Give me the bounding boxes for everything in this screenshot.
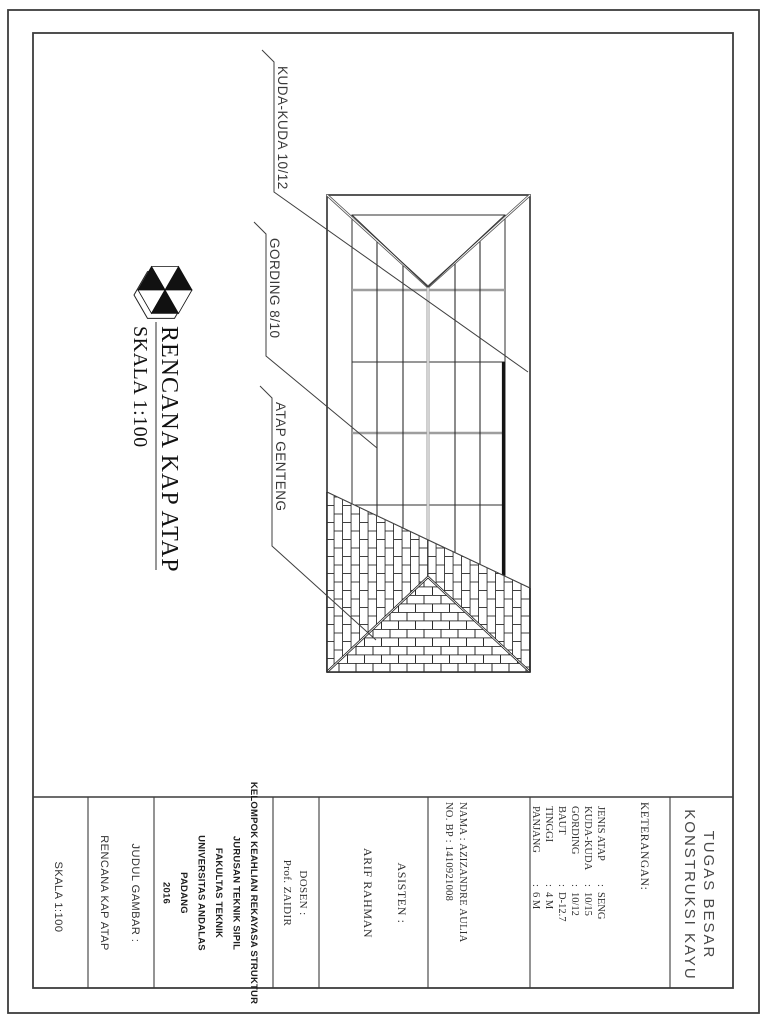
keterangan-table <box>530 806 606 921</box>
keterangan-row-sep: : <box>530 884 541 887</box>
asisten-name: ARIF RAHMAN <box>361 847 375 939</box>
asisten-label: ASISTEN : <box>395 862 409 924</box>
dosen-name: Prof. ZAIDIR <box>281 859 293 927</box>
keterangan-row-value: 4 M <box>543 892 554 910</box>
atap-genteng-label: ATAP GENTENG <box>273 402 288 512</box>
institution-block <box>161 782 260 1004</box>
view-scale: SKALA 1:100 <box>129 326 151 448</box>
keterangan-row-sep: : <box>595 884 606 887</box>
keterangan-row-label: KUDA-KUDA <box>582 806 593 871</box>
keterangan-row-label: PANJANG <box>530 806 541 853</box>
keterangan-row-sep: : <box>582 884 593 887</box>
student-id-line: NO. BP : 1410921008 <box>443 802 454 902</box>
judul-gambar-value: RENCANA KAP ATAP <box>98 835 110 951</box>
keterangan-row-label: GORDING <box>569 806 580 855</box>
keterangan-row-label: TINGGI <box>543 806 554 843</box>
keterangan-row-sep: : <box>543 884 554 887</box>
kuda-kuda-label: KUDA-KUDA 10/12 <box>275 66 290 190</box>
keterangan-header: KETERANGAN: <box>638 802 650 891</box>
gording-label: GORDING 8/10 <box>267 238 282 339</box>
keterangan-row-label: JENIS ATAP <box>595 806 606 861</box>
keterangan-row-label: BAUT <box>556 806 567 835</box>
keterangan-row-sep: : <box>556 884 567 887</box>
judul-gambar-label: JUDUL GAMBAR : <box>129 843 141 943</box>
kuda-kuda-leader <box>262 50 528 372</box>
student-name-line: NAMA : AZIZANDRE AULIA <box>457 802 468 943</box>
institution-line: KELOMPOK KEAHLIAN REKAYASA STRUKTUR <box>248 781 259 1005</box>
keterangan-row-value: 6 M <box>530 892 541 910</box>
keterangan-row-sep: : <box>569 884 580 887</box>
project-title-line2: KONSTRUKSI KAYU <box>681 809 698 981</box>
institution-line: JURUSAN TEKNIK SIPIL <box>230 835 242 951</box>
institution-line: UNIVERSITAS ANDALAS <box>195 835 207 951</box>
drawing-title-group <box>129 267 192 573</box>
view-title: RENCANA KAP ATAP <box>156 326 182 573</box>
institution-line: FAKULTAS TEKNIK <box>213 847 224 939</box>
keterangan-row-value: D-12.7 <box>556 892 567 922</box>
institution-line: 2016 <box>160 882 172 904</box>
title-block-content <box>52 782 717 1004</box>
keterangan-row-value: 10/15 <box>582 892 593 916</box>
project-title-line1: TUGAS BESAR <box>700 830 717 960</box>
keterangan-row-value: 10/12 <box>569 892 580 916</box>
drawing-logo-icon <box>134 267 192 319</box>
skala-value: SKALA 1:100 <box>52 861 64 933</box>
keterangan-row-value: SENG <box>595 892 606 920</box>
dosen-label: DOSEN : <box>297 870 309 916</box>
institution-line: PADANG <box>178 872 189 914</box>
